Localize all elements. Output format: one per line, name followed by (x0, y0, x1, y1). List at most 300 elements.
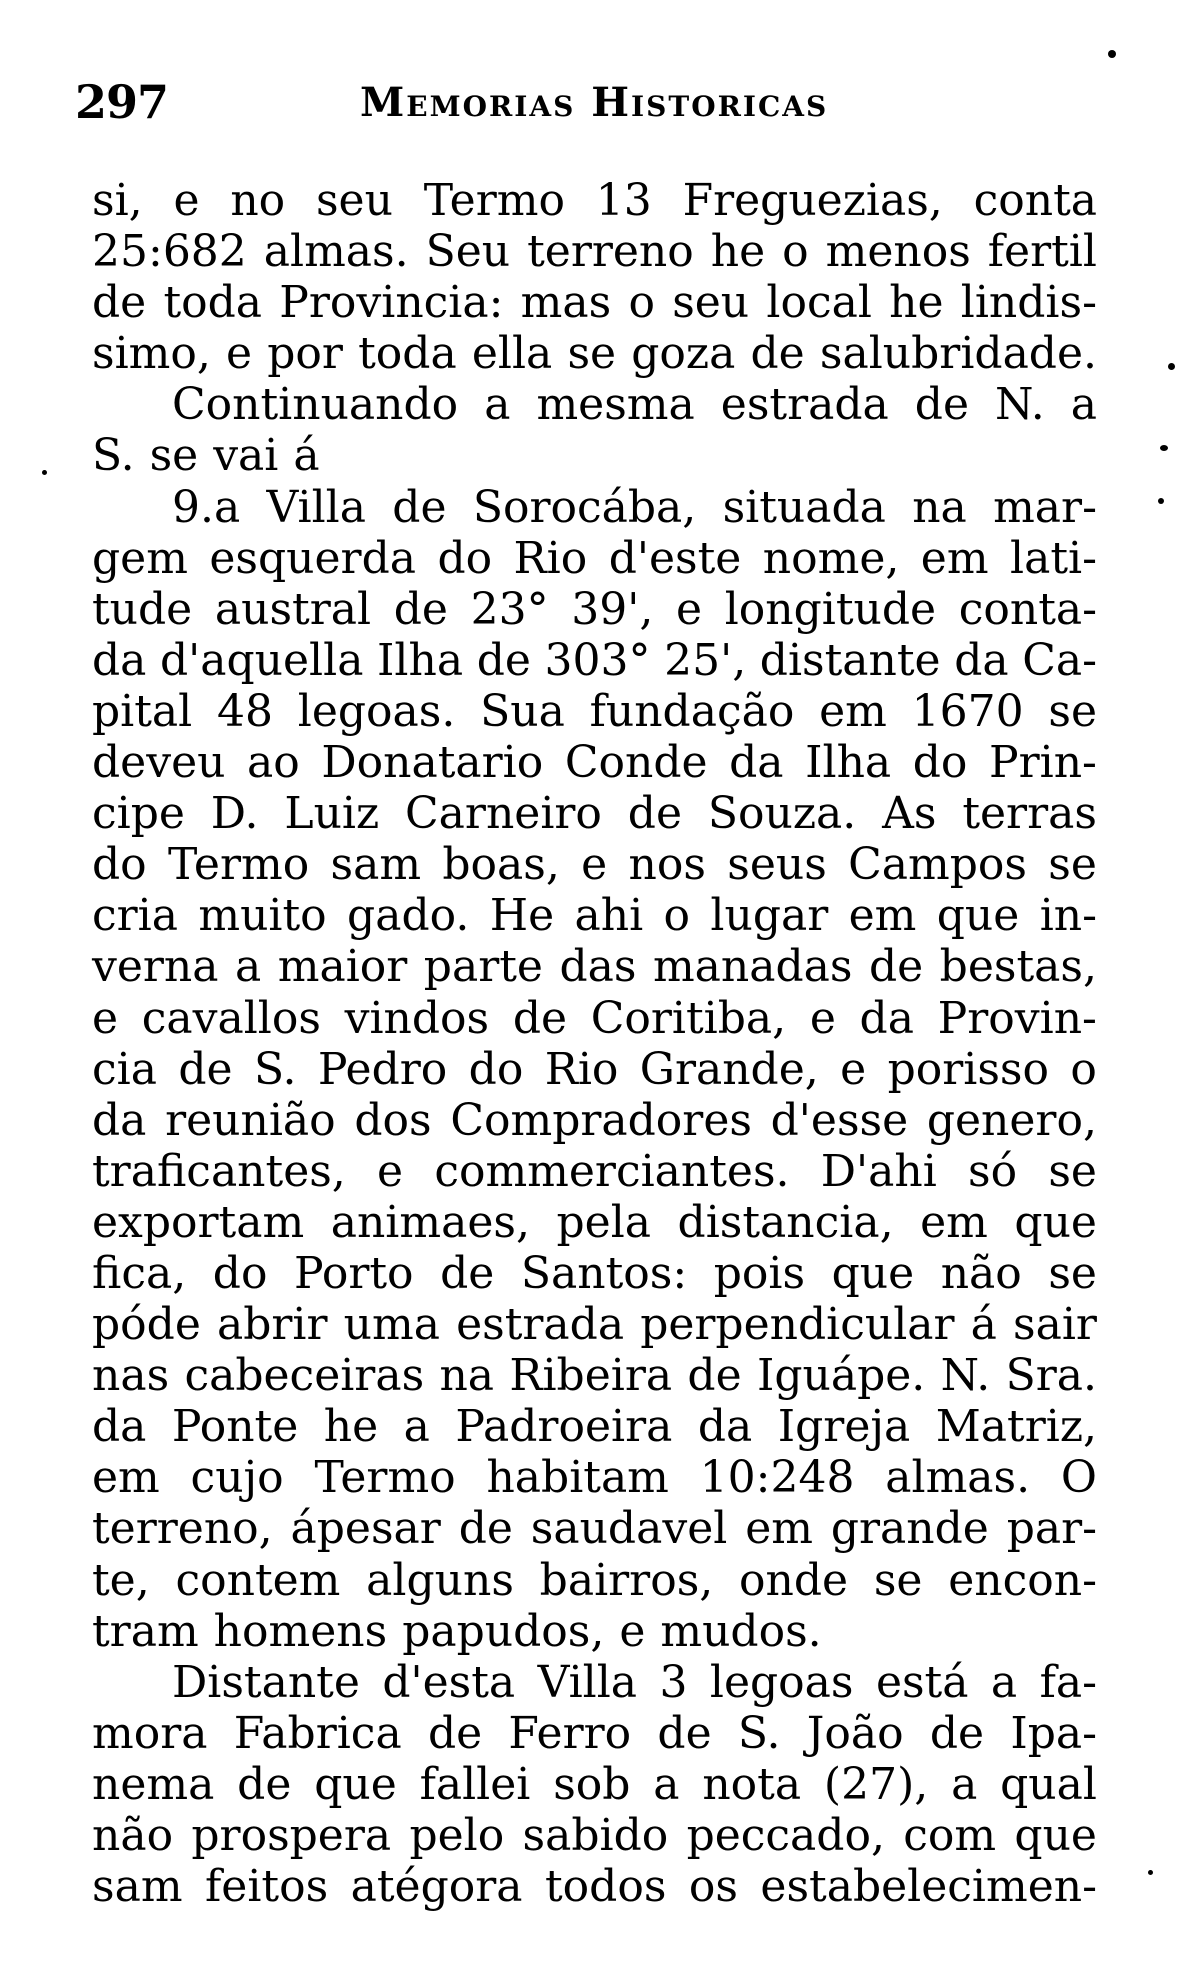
text-line (92, 1759, 1097, 1810)
word: com (903, 1810, 997, 1861)
word: a (484, 379, 511, 431)
text-line (92, 1197, 1097, 1248)
word: sabido (522, 1810, 669, 1861)
word: só (968, 1145, 1018, 1197)
word: mar- (993, 481, 1097, 533)
word: Igreja (777, 1401, 911, 1453)
word: a (403, 1401, 430, 1453)
word: feitos (205, 1861, 329, 1913)
word: de (512, 992, 568, 1044)
word: Sua (480, 685, 565, 737)
word: d'esta (382, 1656, 516, 1708)
word: reunião (165, 1094, 336, 1146)
word: cavallos (141, 992, 321, 1044)
word: in- (1039, 890, 1097, 942)
word: lugar (710, 890, 829, 942)
word: 23° (470, 583, 549, 635)
text-line (92, 1708, 1097, 1759)
text-line (92, 226, 1097, 277)
word: nos (628, 839, 706, 891)
text-line (92, 1248, 1097, 1299)
word: distante (759, 634, 941, 686)
word: a (235, 941, 262, 993)
word: Ferro (508, 1707, 632, 1759)
word: contem (175, 1554, 341, 1606)
word: toda (163, 277, 263, 329)
word: Grande, (639, 1043, 819, 1095)
word: em (745, 1503, 813, 1555)
word: peccado, (686, 1810, 885, 1861)
word: seu (315, 175, 393, 226)
word: pital (92, 685, 193, 737)
word: tram (92, 1605, 199, 1657)
word: longitude (724, 583, 937, 635)
word: cipe (92, 788, 185, 840)
word: de (750, 328, 805, 380)
scan-speck (1108, 50, 1116, 58)
scan-speck (1168, 363, 1175, 370)
word: he (323, 1401, 379, 1453)
scan-speck (42, 470, 47, 475)
word: esquerda (209, 532, 416, 584)
word: o (628, 277, 655, 329)
word: a (1070, 379, 1097, 431)
word: sam (330, 839, 422, 891)
word: de (476, 634, 531, 686)
word: da (729, 737, 784, 789)
text-line (92, 277, 1097, 328)
word: conta (973, 175, 1097, 226)
text-line (92, 1095, 1097, 1146)
word: a (653, 1758, 680, 1810)
word: de (657, 1707, 712, 1759)
word: no (230, 175, 286, 226)
word: Conde (564, 737, 708, 789)
word: verna (92, 941, 219, 993)
word: commerciantes. (434, 1145, 790, 1197)
word: almas. (885, 1452, 1031, 1504)
word: ao (247, 737, 300, 789)
word: porisso (887, 1043, 1049, 1095)
scan-speck (1148, 1870, 1153, 1875)
text-line (92, 1299, 1097, 1350)
word: de (92, 277, 147, 329)
word: da (92, 1401, 147, 1453)
word: papudos, (402, 1605, 605, 1657)
word: 25:682 (92, 226, 247, 278)
text-line (92, 1810, 1097, 1861)
word: que (1014, 1196, 1097, 1248)
word: nas (92, 1350, 170, 1402)
word: do (468, 1043, 524, 1095)
text-line (92, 379, 1097, 430)
word: simo, (92, 328, 211, 380)
word: Continuando (172, 379, 459, 431)
text-line (92, 1861, 1097, 1912)
word: e (226, 328, 253, 380)
word: d'esse (770, 1094, 909, 1146)
word: muito (198, 890, 327, 942)
word: ella (471, 328, 553, 380)
word: Compradores (450, 1094, 752, 1146)
word: Ponte (171, 1401, 299, 1453)
word: goza (631, 328, 736, 380)
word: se (149, 430, 199, 482)
text-line (92, 993, 1097, 1044)
word: Iguápe. (756, 1350, 926, 1402)
word: Padroeira (455, 1401, 673, 1453)
word: o (663, 890, 691, 942)
word: qual (1000, 1758, 1097, 1810)
text-line (92, 533, 1097, 584)
word: situada (722, 481, 886, 533)
word: ahi (574, 890, 644, 942)
text-line (92, 1044, 1097, 1095)
word: deveu (92, 737, 226, 789)
word: que (1014, 1810, 1097, 1861)
word: sair (1013, 1299, 1097, 1351)
word: perpendicular (640, 1299, 955, 1351)
word: 9.a (172, 481, 241, 533)
word: á (293, 430, 320, 482)
word: que (314, 1758, 397, 1810)
word: em (92, 1452, 160, 1504)
word: cujo (190, 1452, 284, 1504)
word: almas. (263, 226, 409, 278)
word: de (237, 1758, 292, 1810)
word: não (92, 1810, 174, 1861)
word: Distante (172, 1656, 360, 1708)
word: todos (544, 1861, 667, 1913)
word: grande (830, 1503, 989, 1555)
word: terreno (527, 226, 694, 278)
word: Pedro (317, 1043, 448, 1095)
word: Sra. (1005, 1350, 1097, 1402)
word: mas (520, 277, 612, 329)
word: e (840, 1043, 867, 1095)
word: na (912, 481, 967, 533)
word: em (819, 685, 887, 737)
page-number: 297 (75, 75, 169, 129)
word: distancia, (677, 1196, 894, 1248)
word: fa- (1039, 1656, 1097, 1708)
word: se (1048, 839, 1097, 891)
word: menos (825, 226, 971, 278)
word: do (437, 532, 493, 584)
word: Villa (537, 1656, 638, 1708)
word: mora (92, 1707, 208, 1759)
word: Carneiro (405, 788, 602, 840)
word: se (1048, 1247, 1097, 1299)
word: atégora (350, 1861, 523, 1913)
word: de (178, 1043, 233, 1095)
word: Provincia: (279, 277, 504, 329)
word: de (427, 1707, 483, 1759)
word: bairros, (539, 1554, 714, 1606)
word: dos (354, 1094, 432, 1146)
word: homens (213, 1605, 388, 1657)
word: terras (962, 788, 1097, 840)
text-line (92, 737, 1097, 788)
word: Termo (314, 1452, 456, 1504)
word: da (954, 634, 1009, 686)
word: Luiz (284, 788, 380, 840)
word: legoas. (297, 685, 456, 737)
word: Provin- (937, 992, 1097, 1044)
word: fertil (987, 226, 1097, 278)
word: mesma (536, 379, 695, 431)
text-line (92, 1350, 1097, 1401)
body-text (92, 175, 1097, 1912)
word: vai (213, 430, 279, 482)
word: das (559, 941, 637, 993)
word: he (710, 226, 766, 278)
text-line (92, 1452, 1097, 1503)
word: S. (92, 430, 135, 482)
word: habitam (486, 1452, 669, 1504)
word: a (951, 1758, 978, 1810)
word: mudos. (660, 1605, 822, 1657)
word: que (936, 890, 1020, 942)
word: 3 (659, 1656, 688, 1708)
word: lindis- (960, 277, 1097, 329)
word: em (920, 1196, 988, 1248)
word: saudavel (530, 1503, 728, 1555)
text-line (92, 1657, 1097, 1708)
text-line (92, 788, 1097, 839)
scan-speck (1160, 445, 1168, 451)
word: conta- (958, 583, 1097, 635)
text-line (92, 175, 1097, 226)
word: que (831, 1247, 915, 1299)
word: está (875, 1656, 969, 1708)
word: d'aquella (160, 634, 364, 686)
word: o (782, 226, 809, 278)
word: cabeceiras (184, 1350, 425, 1402)
word: sam (92, 1861, 183, 1913)
word: N. (995, 379, 1045, 431)
text-line (92, 635, 1097, 686)
word: e (619, 1605, 646, 1657)
text-line (92, 1606, 1097, 1657)
word: e (675, 583, 703, 635)
word: de (929, 1707, 985, 1759)
word: Matriz, (935, 1401, 1097, 1453)
text-line (92, 1555, 1097, 1606)
word: local (766, 277, 872, 329)
word: de (868, 941, 924, 993)
word: 303° (544, 634, 651, 686)
running-head (75, 75, 1075, 135)
word: nome, (762, 532, 900, 584)
word: 25', (664, 634, 747, 686)
word: Ilha (377, 634, 464, 686)
word: os (688, 1861, 738, 1913)
word: D. (210, 788, 259, 840)
word: uma (343, 1299, 440, 1351)
word: Villa (266, 481, 366, 533)
word: Ribeira (509, 1350, 673, 1402)
word: e (92, 992, 119, 1044)
word: do (912, 737, 968, 789)
word: Seu (425, 226, 511, 278)
word: Freguezias, (682, 175, 943, 226)
text-line (92, 839, 1097, 890)
word: pelo (409, 1810, 505, 1861)
word: e (809, 992, 836, 1044)
word: Termo (423, 175, 565, 226)
word: da (697, 1401, 753, 1453)
word: maior (277, 941, 408, 993)
word: não (940, 1247, 1022, 1299)
text-line (92, 686, 1097, 737)
word: do (212, 1247, 268, 1299)
word: exportam (92, 1196, 305, 1248)
word: gado. (347, 890, 470, 942)
word: e (377, 1145, 404, 1197)
text-line (92, 1401, 1097, 1452)
word: 39', (571, 583, 654, 635)
word: O (1060, 1452, 1097, 1504)
word: em (848, 890, 917, 942)
word: Ipa- (1010, 1707, 1097, 1759)
word: Rio (513, 532, 588, 584)
word: toda (358, 328, 457, 380)
word: (27), (823, 1758, 929, 1810)
word: fundação (589, 685, 795, 737)
word: se (1048, 1145, 1097, 1197)
word: Souza. (707, 788, 857, 840)
word: 1670 (911, 685, 1024, 737)
word: em (920, 532, 989, 584)
word: Ca- (1022, 634, 1097, 686)
word: de (458, 1503, 513, 1555)
word: sob (553, 1758, 631, 1810)
word: seus (727, 839, 827, 891)
word: terreno, (92, 1503, 273, 1555)
word: N. (940, 1350, 991, 1402)
word: onde (739, 1554, 849, 1606)
word: se (873, 1554, 923, 1606)
word: Porto (294, 1247, 414, 1299)
word: Donatario (321, 737, 544, 789)
word: animaes, (330, 1196, 530, 1248)
word: cia (92, 1043, 157, 1095)
word: gem (92, 532, 188, 584)
word: de (393, 583, 448, 635)
word: prospera (191, 1810, 392, 1861)
word: João (806, 1707, 904, 1759)
text-line (92, 890, 1097, 941)
word: Termo (167, 839, 310, 891)
text-line (92, 941, 1097, 992)
word: he (889, 277, 944, 329)
word: As (882, 788, 937, 840)
word: cria (92, 890, 178, 942)
word: seu (672, 277, 750, 329)
word: Campos (848, 839, 1027, 891)
text-line (92, 1146, 1097, 1197)
word: manadas (652, 941, 853, 993)
word: e (173, 175, 200, 226)
word: pela (556, 1196, 651, 1248)
word: por (267, 328, 343, 380)
word: boas, (442, 839, 560, 891)
text-line (92, 1503, 1097, 1554)
word: austral (214, 583, 372, 635)
word: He (489, 890, 555, 942)
word: Coritiba, (590, 992, 787, 1044)
word: Prin- (989, 737, 1097, 789)
word: se (567, 328, 617, 380)
word: te, (92, 1554, 150, 1606)
word: o (1070, 1043, 1097, 1095)
word: Fabrica (233, 1707, 402, 1759)
word: genero, (926, 1094, 1097, 1146)
text-line (92, 482, 1097, 533)
word: lati- (1010, 532, 1097, 584)
word: nota (702, 1758, 802, 1810)
word: si, (92, 175, 143, 226)
word: par- (1006, 1503, 1097, 1555)
word: 10:248 (699, 1452, 855, 1504)
word: da (859, 992, 914, 1044)
word: abrir (217, 1299, 328, 1351)
word: Sorocába, (472, 481, 697, 533)
word: do (92, 839, 147, 891)
running-head-title: Memorias Historicas (360, 79, 829, 126)
word: Santos: (520, 1247, 688, 1299)
word: da (92, 634, 147, 686)
word: bestas, (939, 941, 1097, 993)
word: da (92, 1094, 147, 1146)
word: S. (737, 1707, 781, 1759)
word: alguns (366, 1554, 514, 1606)
word: parte (423, 941, 543, 993)
word: Rio (544, 1043, 619, 1095)
word: ápesar (290, 1503, 441, 1555)
word: estrada (720, 379, 889, 431)
word: encon- (948, 1554, 1097, 1606)
word: de (914, 379, 969, 431)
word: estabelecimen- (760, 1861, 1097, 1913)
word: D'ahi (820, 1145, 937, 1197)
text-line (92, 328, 1097, 379)
word: S. (253, 1043, 297, 1095)
word: pois (713, 1247, 806, 1299)
word: na (439, 1350, 495, 1402)
word: de (687, 1350, 742, 1402)
word: legoas (709, 1656, 854, 1708)
word: traficantes, (92, 1145, 346, 1197)
text-line (92, 430, 1097, 481)
word: 48 (217, 685, 273, 737)
word: salubridade. (819, 328, 1097, 380)
word: d'este (608, 532, 742, 584)
word: se (1048, 685, 1097, 737)
word: 13 (595, 175, 652, 226)
word: de (440, 1247, 495, 1299)
word: á (970, 1299, 997, 1351)
word: nema (92, 1758, 215, 1810)
word: fica, (92, 1247, 187, 1299)
word: estrada (456, 1299, 625, 1351)
text-line (92, 584, 1097, 635)
word: de (627, 788, 682, 840)
word: póde (92, 1299, 201, 1351)
word: fallei (419, 1758, 531, 1810)
word: tude (92, 583, 193, 635)
